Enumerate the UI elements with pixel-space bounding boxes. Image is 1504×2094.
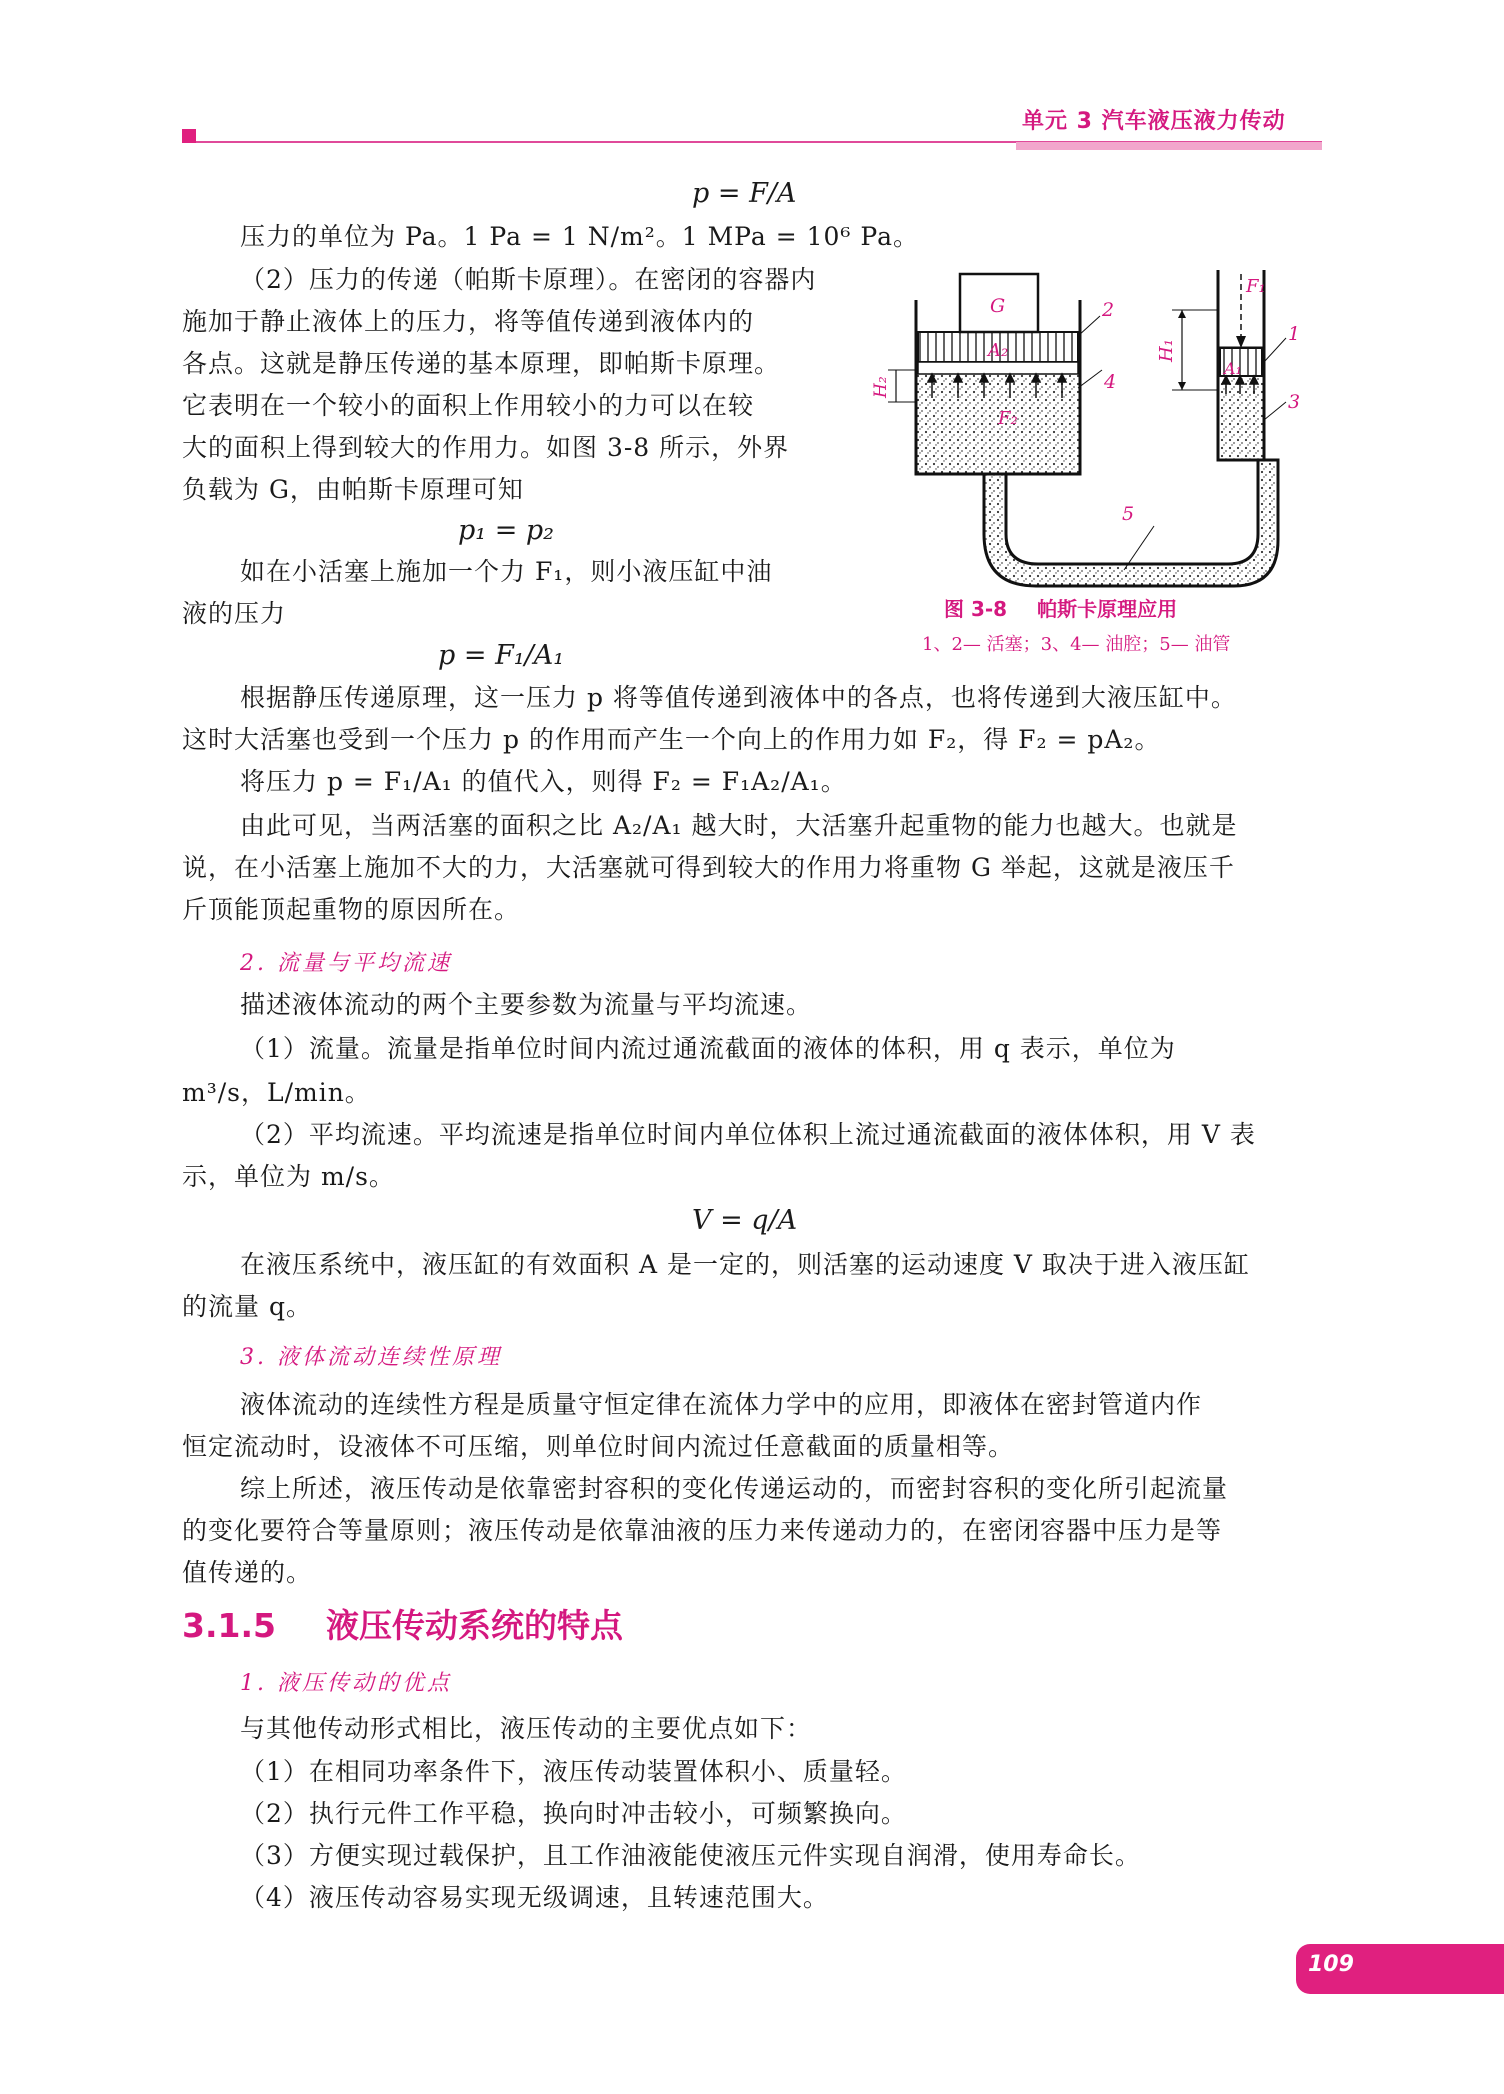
equation-pressure: p = F/A	[692, 178, 797, 209]
force-para-line: 液的压力	[182, 599, 287, 628]
static-pressure-line: 根据静压传递原理，这一压力 p 将等值传递到液体中的各点，也将传递到大液压缸中。	[240, 683, 1237, 712]
advantage-item: （4）液压传动容易实现无级调速，且转速范围大。	[240, 1883, 829, 1912]
figure-number: 图 3-8	[944, 597, 1008, 621]
flow-rate-line: m³/s，L/min。	[182, 1078, 371, 1107]
header-bar	[1016, 142, 1322, 150]
pascal-para-line: 它表明在一个较小的面积上作用较小的力可以在较	[182, 391, 755, 420]
continuity-line: 恒定流动时，设液体不可压缩，则单位时间内流过任意截面的质量相等。	[182, 1432, 1015, 1461]
section-number: 3.1.5	[182, 1606, 276, 1645]
advantage-item: （1）在相同功率条件下，液压传动装置体积小、质量轻。	[240, 1757, 907, 1786]
avg-velocity-line: （2）平均流速。平均流速是指单位时间内单位体积上流过通流截面的液体体积，用 V 表	[240, 1120, 1256, 1149]
page-number: 109	[1308, 1952, 1354, 1977]
pascal-diagram	[860, 270, 1320, 590]
advantage-item: （3）方便实现过载保护，且工作油液能使液压元件实现自润滑，使用寿命长。	[240, 1841, 1141, 1870]
static-pressure-line: 这时大活塞也受到一个压力 p 的作用而产生一个向上的作用力如 F₂，得 F₂ = pA₂。	[182, 725, 1161, 754]
label-2: 2	[1102, 299, 1115, 321]
flow-rate-line: （1）流量。流量是指单位时间内流过通流截面的液体的体积，用 q 表示，单位为	[240, 1034, 1176, 1063]
label-a1: A₁	[1224, 359, 1242, 378]
header-marker	[182, 129, 196, 143]
summary-line: 综上所述，液压传动是依靠密封容积的变化传递运动的，而密封容积的变化所引起流量	[240, 1474, 1229, 1503]
continuity-line: 液体流动的连续性方程是质量守恒定律在流体力学中的应用，即液体在密封管道内作	[240, 1390, 1203, 1419]
figure-legend: 1、2— 活塞；3、4— 油腔；5— 油管	[922, 634, 1231, 655]
summary-line: 值传递的。	[182, 1558, 313, 1587]
label-4: 4	[1104, 371, 1117, 393]
avg-velocity-line: 示，单位为 m/s。	[182, 1162, 395, 1191]
label-g: G	[990, 295, 1006, 317]
pascal-para-line: 各点。这就是静压传递的基本原理，即帕斯卡原理。	[182, 349, 781, 378]
figure-caption	[944, 593, 1177, 622]
subheading-flow: 2. 流量与平均流速	[240, 951, 452, 976]
equation-p-f1-a1: p = F₁/A₁	[438, 640, 565, 671]
label-a2: A₂	[988, 340, 1009, 361]
subheading-advantages: 1. 液压传动的优点	[240, 1671, 452, 1696]
pascal-para-line: 施加于静止液体上的压力，将等值传递到液体内的	[182, 307, 755, 336]
flow-intro: 描述液体流动的两个主要参数为流量与平均流速。	[240, 990, 813, 1019]
pascal-para-line: 大的面积上得到较大的作用力。如图 3-8 所示，外界	[182, 433, 790, 462]
label-3: 3	[1288, 391, 1301, 413]
running-header: 单元 3 汽车液压液力传动	[1022, 109, 1286, 134]
label-f2: F₂	[998, 408, 1018, 429]
subheading-continuity: 3. 液体流动连续性原理	[240, 1345, 502, 1370]
label-h1: H₁	[1156, 339, 1177, 362]
substitution-line: 将压力 p = F₁/A₁ 的值代入，则得 F₂ = F₁A₂/A₁。	[240, 767, 847, 796]
cylinder-area-line: 的流量 q。	[182, 1292, 312, 1321]
area-ratio-line: 由此可见，当两活塞的面积之比 A₂/A₁ 越大时，大活塞升起重物的能力也越大。也就是	[240, 811, 1238, 840]
area-ratio-line: 斤顶能顶起重物的原因所在。	[182, 895, 521, 924]
area-ratio-line: 说，在小活塞上施加不大的力，大活塞就可得到较大的作用力将重物 G 举起，这就是液压千	[182, 853, 1235, 882]
pascal-para-line: 负载为 G，由帕斯卡原理可知	[182, 475, 524, 504]
cylinder-area-line: 在液压系统中，液压缸的有效面积 A 是一定的，则活塞的运动速度 V 取决于进入液压缸	[240, 1250, 1250, 1279]
equation-v-q-a: V = q/A	[692, 1205, 798, 1236]
advantages-intro: 与其他传动形式相比，液压传动的主要优点如下：	[240, 1714, 813, 1743]
force-para-line: 如在小活塞上施加一个力 F₁，则小液压缸中油	[240, 557, 773, 586]
pascal-para-line: （2）压力的传递（帕斯卡原理）。在密闭的容器内	[240, 265, 817, 294]
summary-line: 的变化要符合等量原则；液压传动是依靠油液的压力来传递动力的，在密闭容器中压力是等	[182, 1516, 1223, 1545]
equation-p1-p2: p₁ = p₂	[458, 515, 555, 546]
figure-title: 帕斯卡原理应用	[1037, 597, 1178, 621]
advantage-item: （2）执行元件工作平稳，换向时冲击较小，可频繁换向。	[240, 1799, 907, 1828]
label-f1: F₁	[1246, 276, 1266, 297]
pressure-unit-line: 压力的单位为 Pa。1 Pa = 1 N/m²。1 MPa = 10⁶ Pa。	[240, 222, 920, 251]
label-5: 5	[1122, 503, 1135, 525]
label-h2: H₂	[871, 376, 891, 398]
label-1: 1	[1288, 323, 1301, 345]
section-heading	[182, 1600, 623, 1647]
section-title: 液压传动系统的特点	[326, 1606, 623, 1645]
